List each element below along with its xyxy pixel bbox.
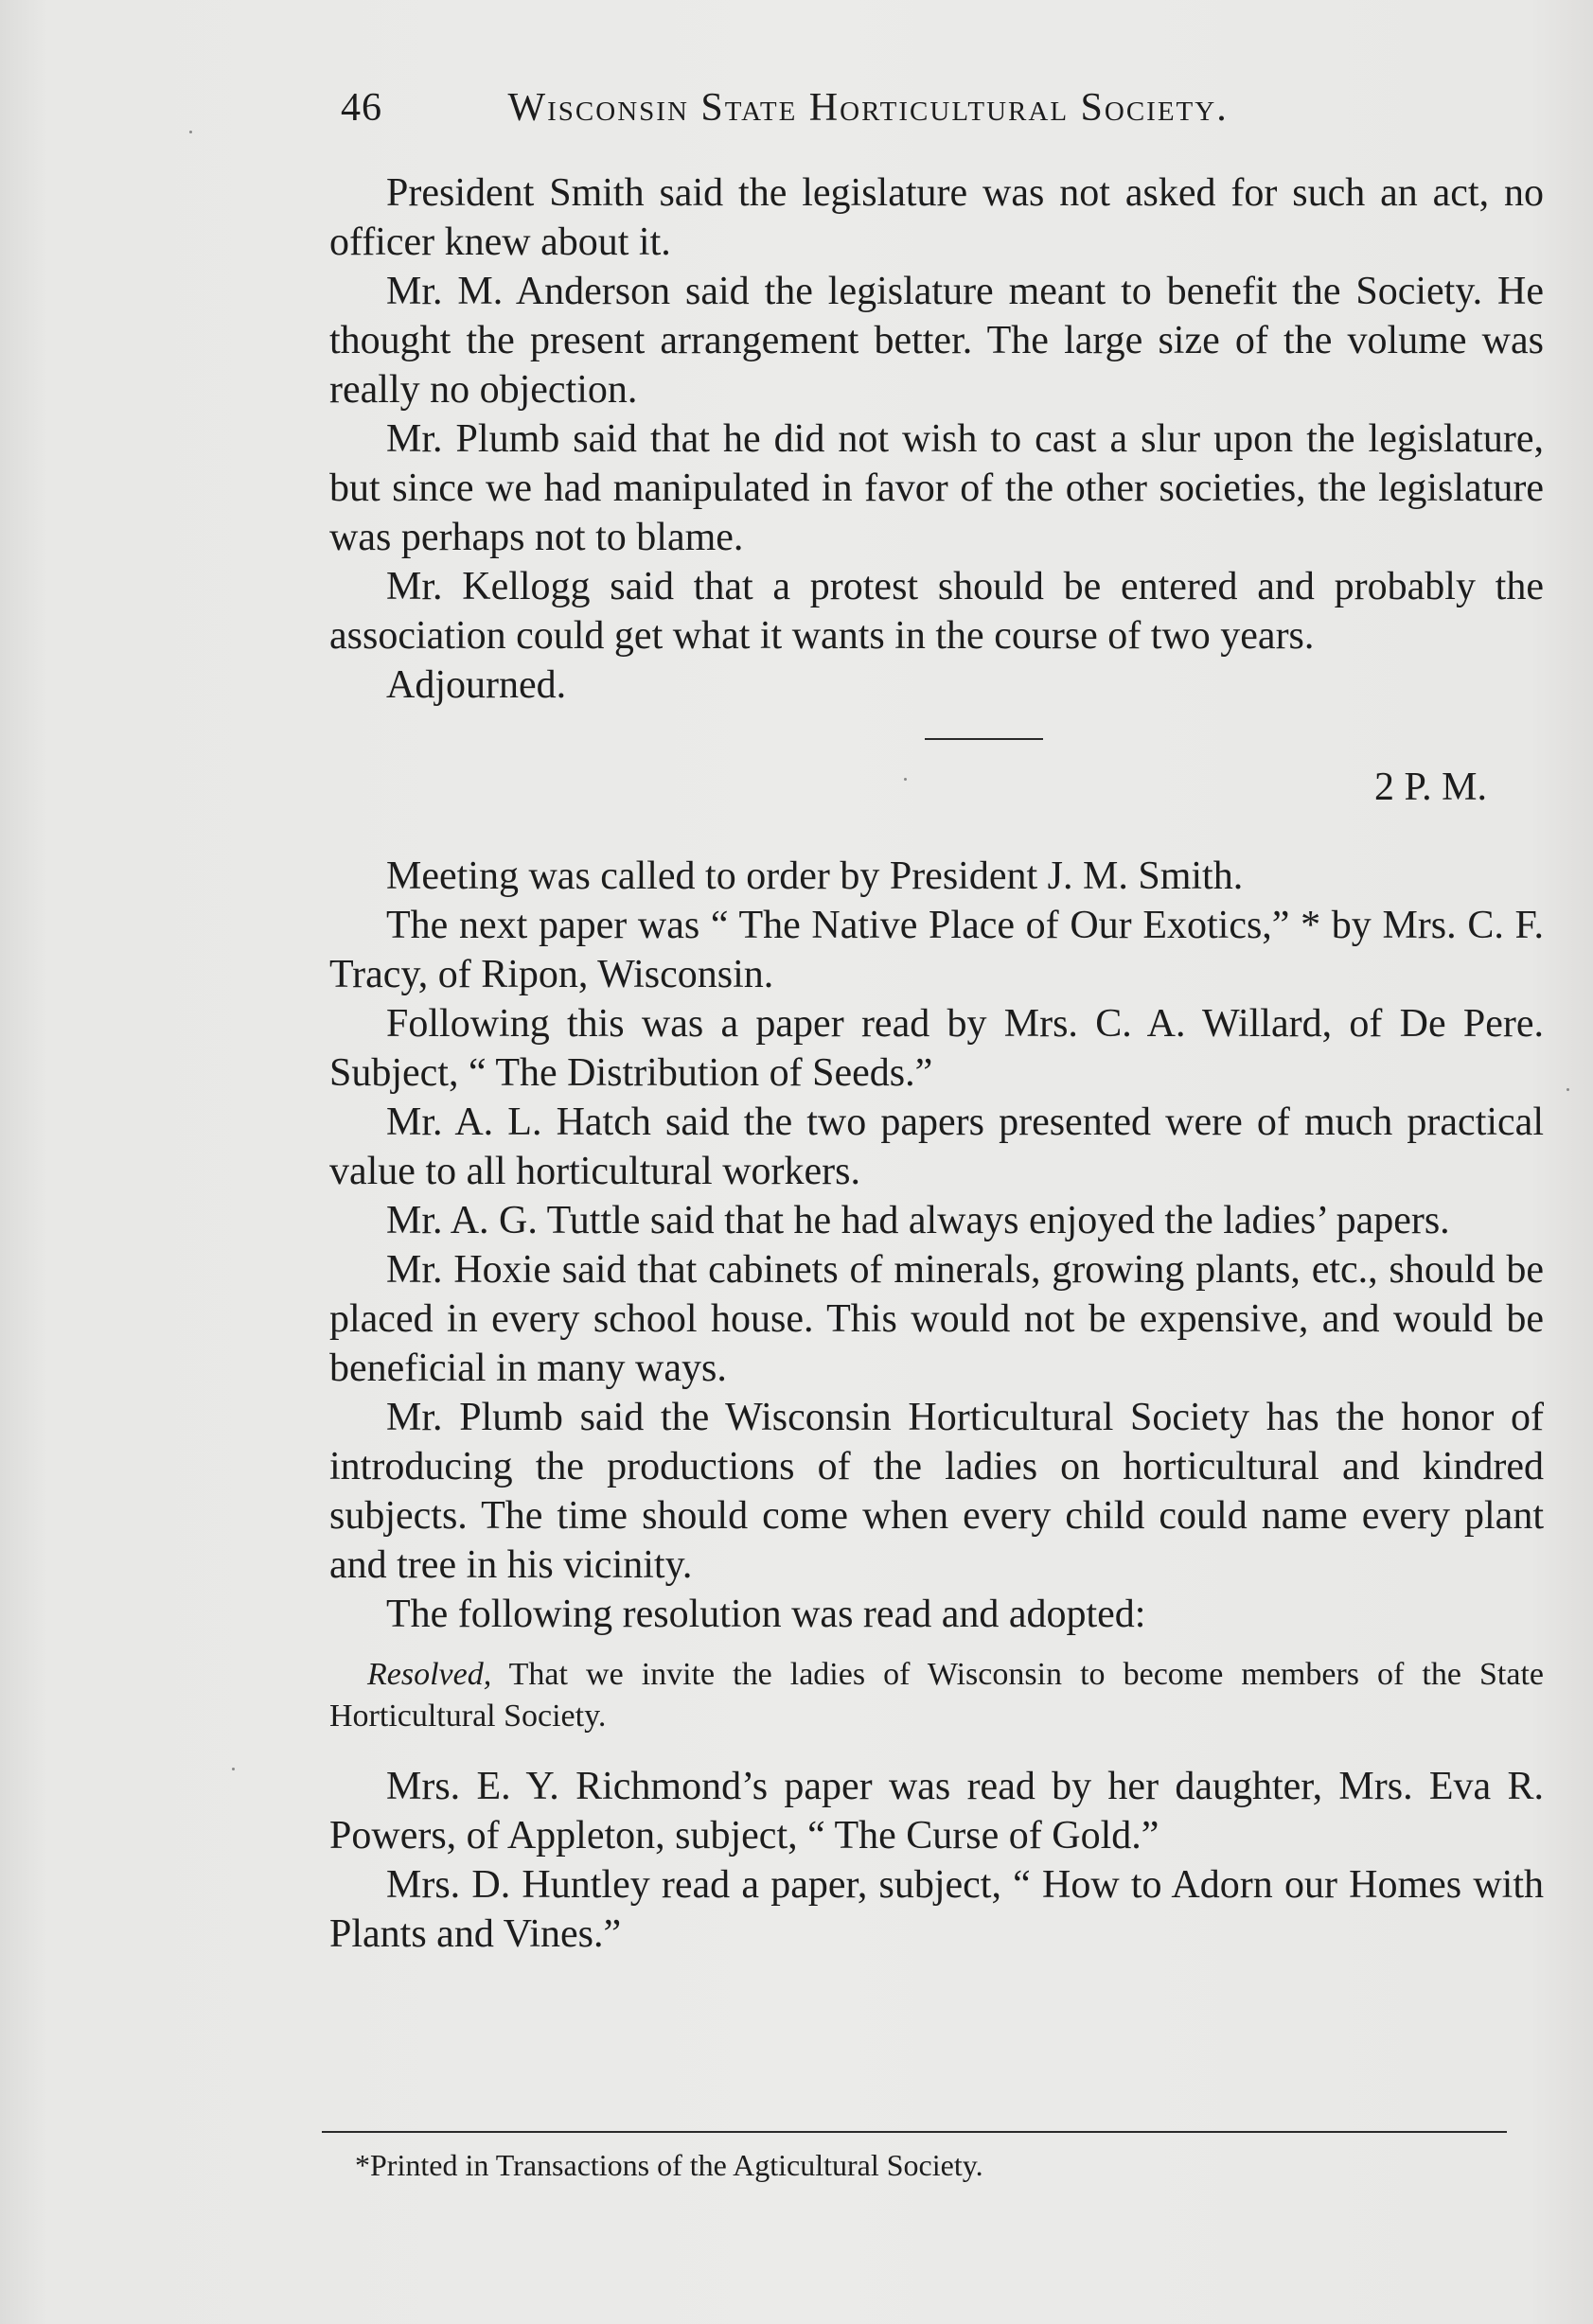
paragraph: The following resolution was read and adopted: (386, 1593, 1146, 1636)
paragraph: Following this was a paper read by Mrs. C. A. Willard, of De Pere. Subject, “ The Distribution of Seeds.” (329, 1002, 1544, 1095)
resolution (329, 1654, 1544, 1737)
paragraph: Mr. A. L. Hatch said the two papers presented were of much practical value to all horticultural workers. (329, 1100, 1544, 1193)
footnote: *Printed in Transactions of the Agticultural Society. (355, 2148, 983, 2182)
session-time: 2 P. M. (1373, 766, 1487, 809)
running-title: Wisconsin State Horticultural Society. (507, 86, 1229, 130)
scan-speck (1566, 1088, 1569, 1091)
paragraph: Mr. Kellogg said that a protest should be entered and probably the association could get what it wants in the course of two years. (329, 565, 1544, 658)
paragraph: Mrs. D. Huntley read a paper, subject, “ How to Adorn our Homes with Plants and Vines.” (329, 1863, 1544, 1956)
resolution-label: Resolved, (367, 1657, 492, 1692)
footnote-rule (322, 2131, 1507, 2133)
running-header (341, 85, 1429, 131)
paragraph: Meeting was called to order by President J. M. Smith. (386, 854, 1244, 898)
paragraph: Mr. Plumb said that he did not wish to cast a slur upon the legislature, but since we had manipulated in favor of the other societies, the legislature was perhaps not to blame. (329, 417, 1544, 559)
paragraph: President Smith said the legislature was not asked for such an act, no officer knew about it. (329, 171, 1544, 264)
scan-speck (232, 1768, 235, 1770)
section-divider (925, 738, 1043, 740)
paragraph: Mrs. E. Y. Richmond’s paper was read by her daughter, Mrs. Eva R. Powers, of Appleton, subject, “ The Curse of Gold.” (329, 1765, 1544, 1857)
page-body (329, 168, 1544, 1959)
paragraph: Mr. M. Anderson said the legislature meant to benefit the Society. He thought the present arrangement better. The large size of the volume was really no objection. (329, 270, 1544, 412)
scan-speck (189, 131, 192, 133)
scan-speck (904, 778, 907, 781)
paragraph: Mr. Hoxie said that cabinets of minerals, growing plants, etc., should be placed in every school house. This would not be expensive, and would be beneficial in many ways. (329, 1248, 1544, 1390)
resolution-text: That we invite the ladies of Wisconsin to become members of the State Horticultural Society. (329, 1657, 1544, 1734)
paragraph: Mr. A. G. Tuttle said that he had always enjoyed the ladies’ papers. (386, 1199, 1450, 1242)
paragraph: Adjourned. (386, 663, 567, 707)
page-number: 46 (341, 86, 382, 130)
paragraph: The next paper was “ The Native Place of Our Exotics,” * by Mrs. C. F. Tracy, of Ripon, Wisconsin. (329, 904, 1544, 996)
paragraph: Mr. Plumb said the Wisconsin Horticultural Society has the honor of introducing the productions of the ladies on horticultural and kindred subjects. The time should come when every child could name every plant and tree in his vicinity. (329, 1396, 1544, 1587)
